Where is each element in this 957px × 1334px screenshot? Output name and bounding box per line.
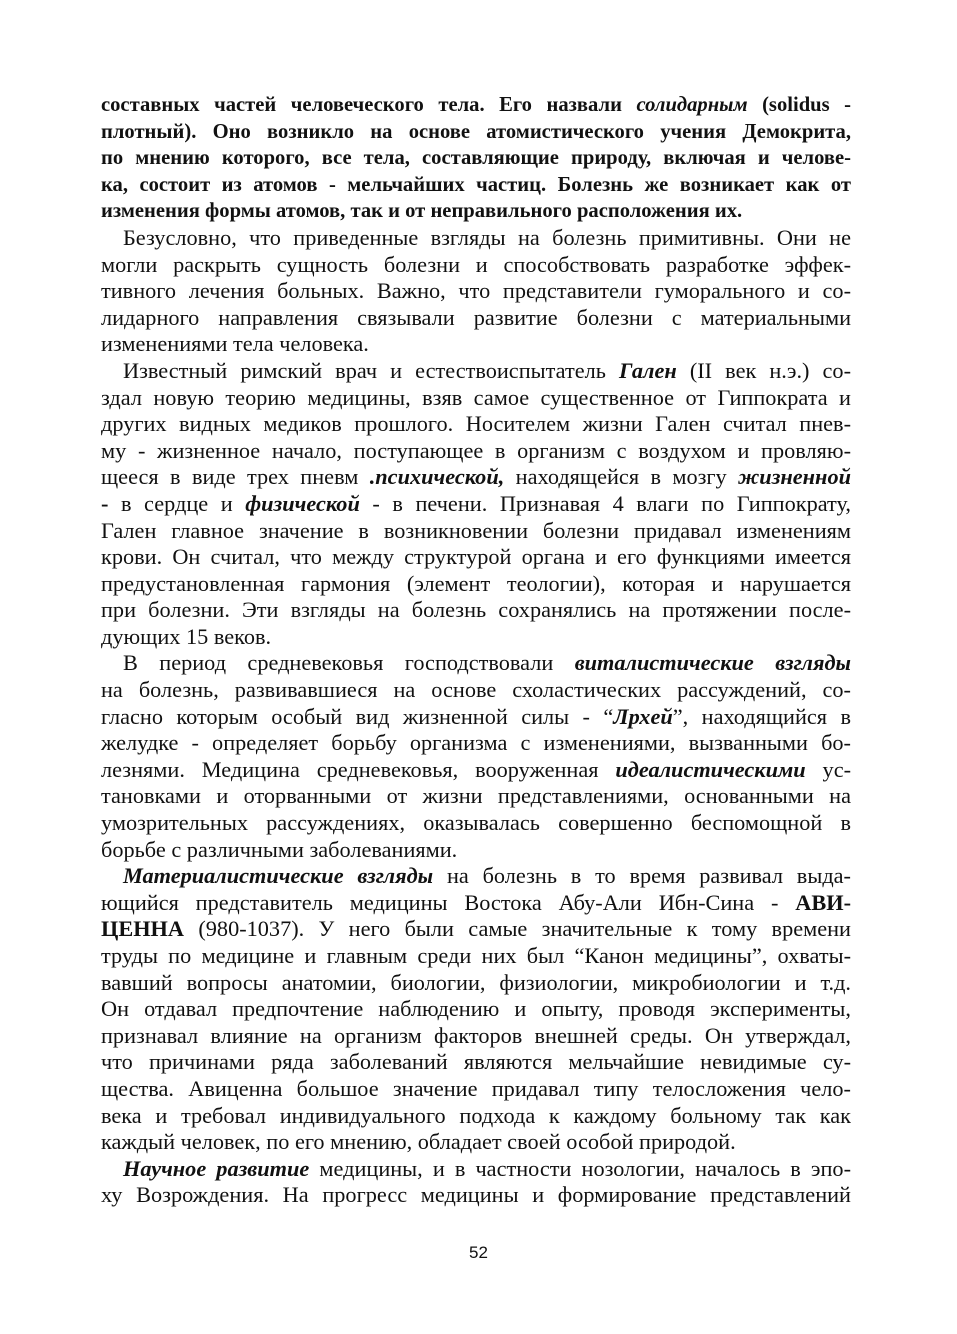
text-run: (solidus -: [747, 94, 851, 116]
text-run: века и требовал индивидуального подхода к каждому больному так как: [101, 1102, 851, 1128]
text-run: Известный римский врач и естествоиспытатель: [123, 357, 619, 383]
text-line: [101, 1156, 851, 1183]
text-line: [101, 544, 851, 571]
text-run: Он отдавал предпочтение наблюдению и опыту, проводя эксперименты,: [101, 996, 851, 1022]
text-line: [101, 438, 851, 465]
paragraph: [101, 1156, 851, 1209]
text-line: [101, 305, 851, 332]
text-run: Безусловно, что приведенные взгляды на болезнь примитивны. Они не: [123, 224, 851, 250]
text-line: [101, 252, 851, 279]
text-run: составных частей человеческого тела. Его назвали: [101, 94, 637, 116]
emphasized-term: .психической,: [369, 464, 505, 490]
text-run: здал новую теорию медицины, взяв самое существенное от Гиппократа и: [101, 384, 851, 410]
text-run: труды по медицине и главным среди них был “Канон медицины”, охваты-: [101, 943, 851, 968]
page-number: 52: [469, 1243, 488, 1262]
text-run: лидарного направления связывали развитие болезни с материальными: [101, 304, 851, 330]
emphasized-term: Лрхей: [613, 703, 673, 729]
text-line: [101, 172, 851, 199]
text-run: умозрительных рассуждениях, оказывалась совершенно беспомощной в: [101, 810, 851, 836]
text-line: [101, 863, 851, 890]
text-run: ка, состоит из атомов - мельчайших частиц. Болезнь же возникает как от: [101, 173, 851, 196]
text-run: других видных медиков прошлого. Носителем жизни Гален считал пнев-: [101, 411, 851, 437]
text-line: [101, 198, 851, 225]
text-line: [101, 1103, 851, 1130]
text-run: медицины, и в частности нозологии, началось в эпо-: [309, 1155, 851, 1181]
text-line: [101, 385, 851, 412]
emphasized-term: идеалистическими: [615, 756, 806, 782]
text-line: [101, 225, 851, 252]
paragraph: [101, 92, 851, 225]
emphasized-term: виталистические взгляды: [574, 650, 851, 676]
text-run: на болезнь в то время развивал выда-: [433, 863, 851, 889]
text-line: [101, 1182, 851, 1209]
bold-text: -: [101, 490, 109, 516]
text-line: [101, 624, 851, 651]
text-line: [101, 1129, 851, 1156]
text-run: могли раскрыть сущность болезни и способствовать разработке эффек-: [101, 251, 851, 277]
text-run: ”, находящийся в: [672, 703, 851, 729]
document-page: [101, 92, 851, 1209]
emphasized-term: Научное развитие: [123, 1155, 310, 1181]
text-line: [101, 571, 851, 598]
text-run: желудке - определяет борьбу организма с изменениями, вызванными бо-: [101, 730, 851, 756]
text-line: [101, 783, 851, 810]
text-line: [101, 119, 851, 146]
emphasized-term: жизненной: [738, 464, 851, 490]
text-run: по мнению которого, все тела, составляющие природу, включая и челове-: [101, 147, 851, 170]
text-run: изменения формы атомов, так и от неправильного расположения их.: [101, 200, 743, 223]
text-run: находящейся в мозгу: [504, 464, 739, 490]
text-line: [101, 890, 851, 917]
text-line: [101, 837, 851, 864]
text-line: [101, 597, 851, 624]
text-run: борьбе с различными заболеваниями.: [101, 836, 458, 862]
text-run: ху Возрождения. На прогресс медицины и формирование представлений: [101, 1182, 851, 1208]
text-line: [101, 358, 851, 385]
text-run: что причинами ряда заболеваний являются мельчайшие невидимые су-: [101, 1049, 851, 1075]
text-run: (980-1037). У него были самые значительные к тому времени: [184, 916, 851, 942]
text-run: каждый человек, по его мнению, обладает своей особой природой.: [101, 1129, 736, 1155]
emphasized-term: физической: [245, 490, 360, 516]
bold-text: ЦЕННА: [101, 916, 185, 942]
text-line: [101, 943, 851, 970]
text-run: тановками и оторванными от жизни представлениями, основанными на: [101, 783, 851, 809]
text-line: [101, 411, 851, 438]
emphasized-term: Гален: [618, 357, 677, 383]
text-line: [101, 491, 851, 518]
text-line: [101, 650, 851, 677]
text-run: изменениями тела человека.: [101, 331, 369, 357]
text-run: на болезнь, развивавшиеся на основе схоластических рассуждений, со-: [101, 677, 851, 703]
text-run: ющийся представитель медицины Востока Абу-Али Ибн-Сина -: [101, 889, 796, 915]
text-line: [101, 677, 851, 704]
text-run: тивного лечения больных. Важно, что представители гуморального и со-: [101, 278, 851, 304]
bold-text: АВИ-: [795, 889, 851, 915]
text-run: В период средневековья господствовали: [123, 650, 575, 676]
text-line: [101, 810, 851, 837]
text-run: щества. Авиценна большое значение придавал типу телосложения чело-: [101, 1075, 851, 1101]
paragraph: [101, 225, 851, 358]
text-line: [101, 278, 851, 305]
text-line: [101, 1023, 851, 1050]
text-line: [101, 704, 851, 731]
emphasized-term: Материалистические взгляды: [123, 863, 434, 889]
text-line: [101, 92, 851, 119]
paragraph: [101, 863, 851, 1156]
text-line: [101, 757, 851, 784]
text-run: ус-: [805, 756, 852, 782]
paragraph: [101, 650, 851, 863]
text-run: (II век н.э.) со-: [676, 357, 852, 383]
text-run: в сердце и: [108, 490, 246, 516]
text-line: [101, 145, 851, 172]
text-line: [101, 916, 851, 943]
text-run: признавал влияние на организм факторов внешней среды. Он утверждал,: [101, 1022, 851, 1048]
text-line: [101, 996, 851, 1023]
text-run: вавший вопросы анатомии, биологии, физиологии, микробиологии и т.д.: [101, 969, 851, 995]
emphasized-term: солидарным: [636, 94, 748, 116]
body-text: [101, 92, 851, 1209]
text-run: щееся в виде трех пневм: [101, 464, 370, 490]
text-run: крови. Он считал, что между структурой органа и его функциями имеется: [101, 544, 851, 570]
text-run: плотный). Оно возникло на основе атомистического учения Демокрита,: [101, 120, 851, 143]
text-run: гласно которым особый вид жизненной силы - “: [101, 703, 614, 729]
paragraph: [101, 358, 851, 651]
text-line: [101, 730, 851, 757]
text-line: [101, 331, 851, 358]
text-line: [101, 1076, 851, 1103]
text-run: предустановленная гармония (элемент теологии), которая и нарушается: [101, 570, 851, 596]
text-run: дующих 15 веков.: [101, 623, 272, 649]
text-line: [101, 1049, 851, 1076]
text-run: при болезни. Эти взгляды на болезнь сохранялись на протяжении после-: [101, 597, 851, 623]
text-run: Гален главное значение в возникновении болезни придавал изменениям: [101, 517, 851, 543]
text-run: му - жизненное начало, поступающее в организм с воздухом и провляю-: [101, 437, 851, 463]
text-line: [101, 518, 851, 545]
text-line: [101, 970, 851, 997]
text-line: [101, 464, 851, 491]
text-run: лезнями. Медицина средневековья, вооруженная: [101, 756, 616, 782]
text-run: - в печени. Признавая 4 влаги по Гиппократу,: [359, 490, 851, 516]
